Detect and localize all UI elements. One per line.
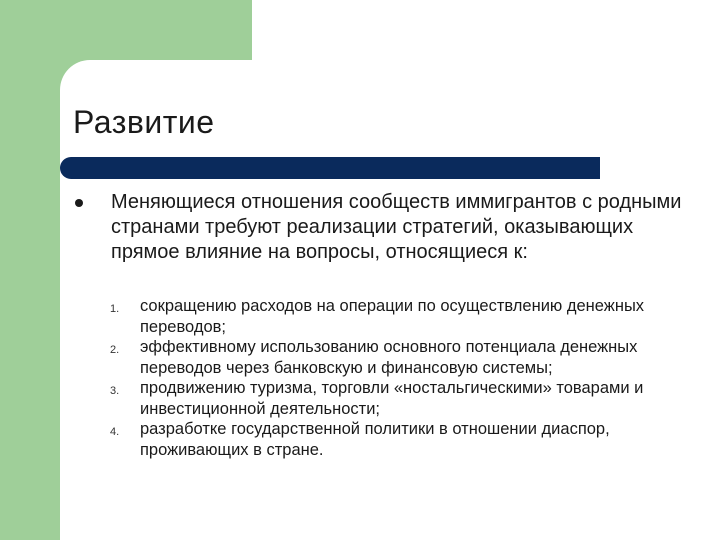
list-item (110, 419, 670, 460)
list-item-text: разработке государственной политики в отношении диаспор, проживающих в стране. (140, 420, 610, 459)
decorative-green-block-left (0, 0, 60, 540)
bullet-icon (75, 199, 83, 207)
main-bullet-text: Меняющиеся отношения сообществ иммигрантов с родными странами требуют реализации стратегий, оказывающих прямое влияние на вопросы, относящиеся к: (111, 191, 682, 263)
list-item-text: сокращению расходов на операции по осуществлению денежных переводов; (140, 297, 645, 336)
list-item-number: 3. (110, 385, 120, 397)
numbered-list (110, 296, 670, 460)
list-item-text: эффективному использованию основного потенциала денежных переводов через банковскую и финансовую системы; (140, 338, 638, 377)
slide-title: Развитие (73, 104, 215, 140)
list-item (110, 296, 670, 337)
list-item (110, 337, 670, 378)
list-item-number: 1. (110, 303, 120, 315)
title-underline-bar (60, 157, 600, 179)
list-item-number: 4. (110, 426, 120, 438)
list-item-number: 2. (110, 344, 120, 356)
list-item (110, 378, 670, 419)
list-item-text: продвижению туризма, торговли «ностальгическими» товарами и инвестиционной деятельности; (140, 379, 644, 418)
